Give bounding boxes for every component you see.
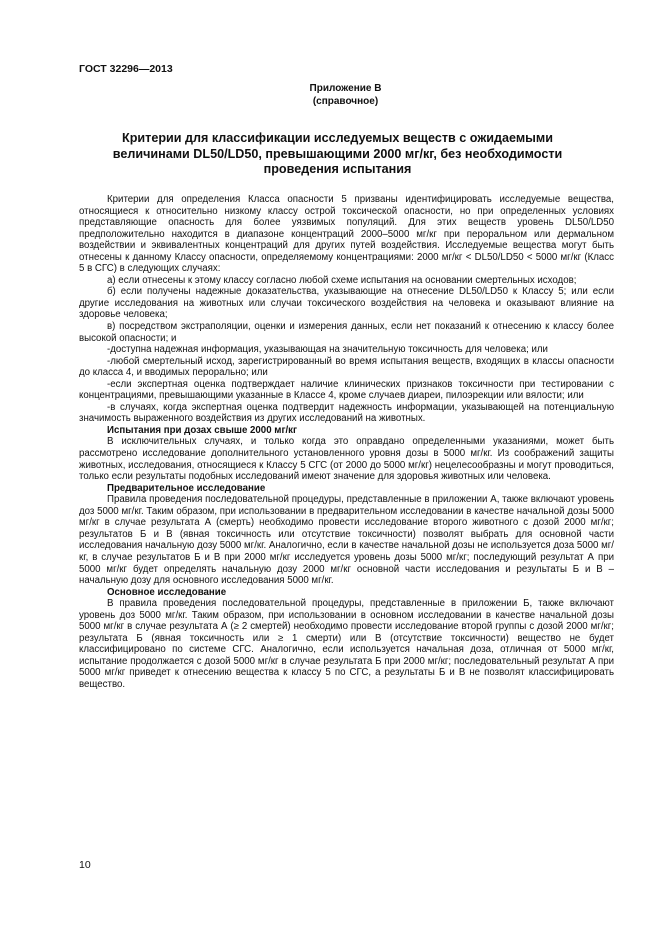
paragraph: Правила проведения последовательной процедуры, представленные в приложении А, также включают уровень доз 5000 мг/кг. Таким образом, при использовании в предварительном исследовании в качестве начальной дозы 5000 мг/кг в случае результата А (смерть) необходимо провести исследование второго животного с дозой 2000 мг/кг; результатов Б и В (явная токсичность или отсутствие токсичности) позволят выбрать для основной части исследования начальную дозу 5000 мг/кг. Аналогично, если в качестве начальной дозы не используется доза 5000 мг/кг, в случае результатов Б и В при 2000 мг/кг исследуется уровень дозы 5000 мг/кг; последующий результат А при 5000 мг/кг будет определять начальную дозу 2000 мг/кг основной части исследования и результаты Б и В – начальную дозу для основного исследования 5000 мг/кг. <box>79 494 614 587</box>
appendix-label: Приложение В <box>309 83 382 94</box>
section-heading: Основное исследование <box>107 586 227 598</box>
appendix-heading <box>0 82 661 108</box>
list-item: -если экспертная оценка подтверждает наличие клинических признаков токсичности при тестировании с концентрациями, превышающими указанные в Классе 4, кроме случаев диареи, пилоэрекции или вялости; или <box>79 378 614 402</box>
document-body <box>79 194 614 691</box>
section-heading: Испытания при дозах свыше 2000 мг/кг <box>107 424 298 436</box>
appendix-note: (справочное) <box>312 96 379 107</box>
list-item: в) посредством экстраполяции, оценки и измерения данных, если нет показаний к отнесению к классу более высокой опасности; и <box>79 321 614 344</box>
list-item: -в случаях, когда экспертная оценка подтвердит надежность информации, указывающей на потенциальную значимость выраженного воздействия из других исследований на животных. <box>79 401 614 425</box>
list-item: -любой смертельный исход, зарегистрированный во время испытания веществ, входящих в классы опасности до класса 4, и вводимых перорально; или <box>79 355 614 379</box>
list-item: -доступна надежная информация, указывающая на значительную токсичность для человека; или <box>107 344 548 356</box>
page-title: Критерии для классификации исследуемых веществ с ожидаемыми величинами DL50/LD50, превышающими 2000 мг/кг, без необходимости проведения испытания <box>112 131 563 176</box>
paragraph: В исключительных случаях, и только когда это оправдано определенными указаниями, может быть рассмотрено исследование дополнительного установленного уровня дозы в 5000 мг/кг. Из соображений защиты животных, исследования, относящиеся к Классу 5 СГС (от 2000 до 5000 мг/кг) нецелесообразны и могут проводиться, только если результаты подобных исследований имеют значение для здоровья животных или человека. <box>79 436 614 483</box>
list-item: а) если отнесены к этому классу согласно любой схеме испытания на основании смертельных исходов; <box>107 274 577 286</box>
list-item: б) если получены надежные доказательства, указывающие на отнесение DL50/LD50 к Классу 5; или если другие исследования на животных или случаи токсического воздействия на человека и оказывают влияние на здоровье человека; <box>79 286 614 321</box>
section-heading: Предварительное исследование <box>107 482 266 494</box>
page-number: 10 <box>79 859 91 871</box>
paragraph: В правила проведения последовательной процедуры, представленные в приложении Б, также включают уровень доз 5000 мг/кг. Таким образом, при использовании в основном исследовании в качестве начальной дозы 5000 мг/кг в случае результата А (≥ 2 смертей) необходимо провести исследование второй группы с дозой 2000 мг/кг; результата Б (явная токсичность или ≥ 1 смерти) или В (отсутствие токсичности) вещество не будет классифицировано по системе СГС. Аналогично, если используется начальная доза, отличная от 5000 мг/кг, испытание продолжается с дозой 5000 мг/кг в случае результата Б при 2000 мг/кг; последовательный результат А при 5000 мг/кг приведет к отнесению вещества к классу 5 по СГС, а результаты Б и В не позволят классифицировать вещество. <box>79 598 614 690</box>
document-code: ГОСТ 32296—2013 <box>79 63 173 75</box>
paragraph: Критерии для определения Класса опасности 5 призваны идентифицировать исследуемые вещества, относящиеся к относительно низкому классу острой токсической опасности, но при определенных условиях представляющие опасность для более уязвимых популяций. Для этих веществ уровень DL50/LD50 предположительно находится в диапазоне концентраций 2000–5000 мг/кг при пероральном или дермальном воздействии и эквивалентных концентраций для других путей воздействия. Исследуемые вещества могут быть отнесены к данному Классу опасности, определяемому концентрациями: 2000 мг/кг < DL50/LD50 < 5000 мг/кг (Класс 5 в СГС) в следующих случаях: <box>79 194 614 275</box>
